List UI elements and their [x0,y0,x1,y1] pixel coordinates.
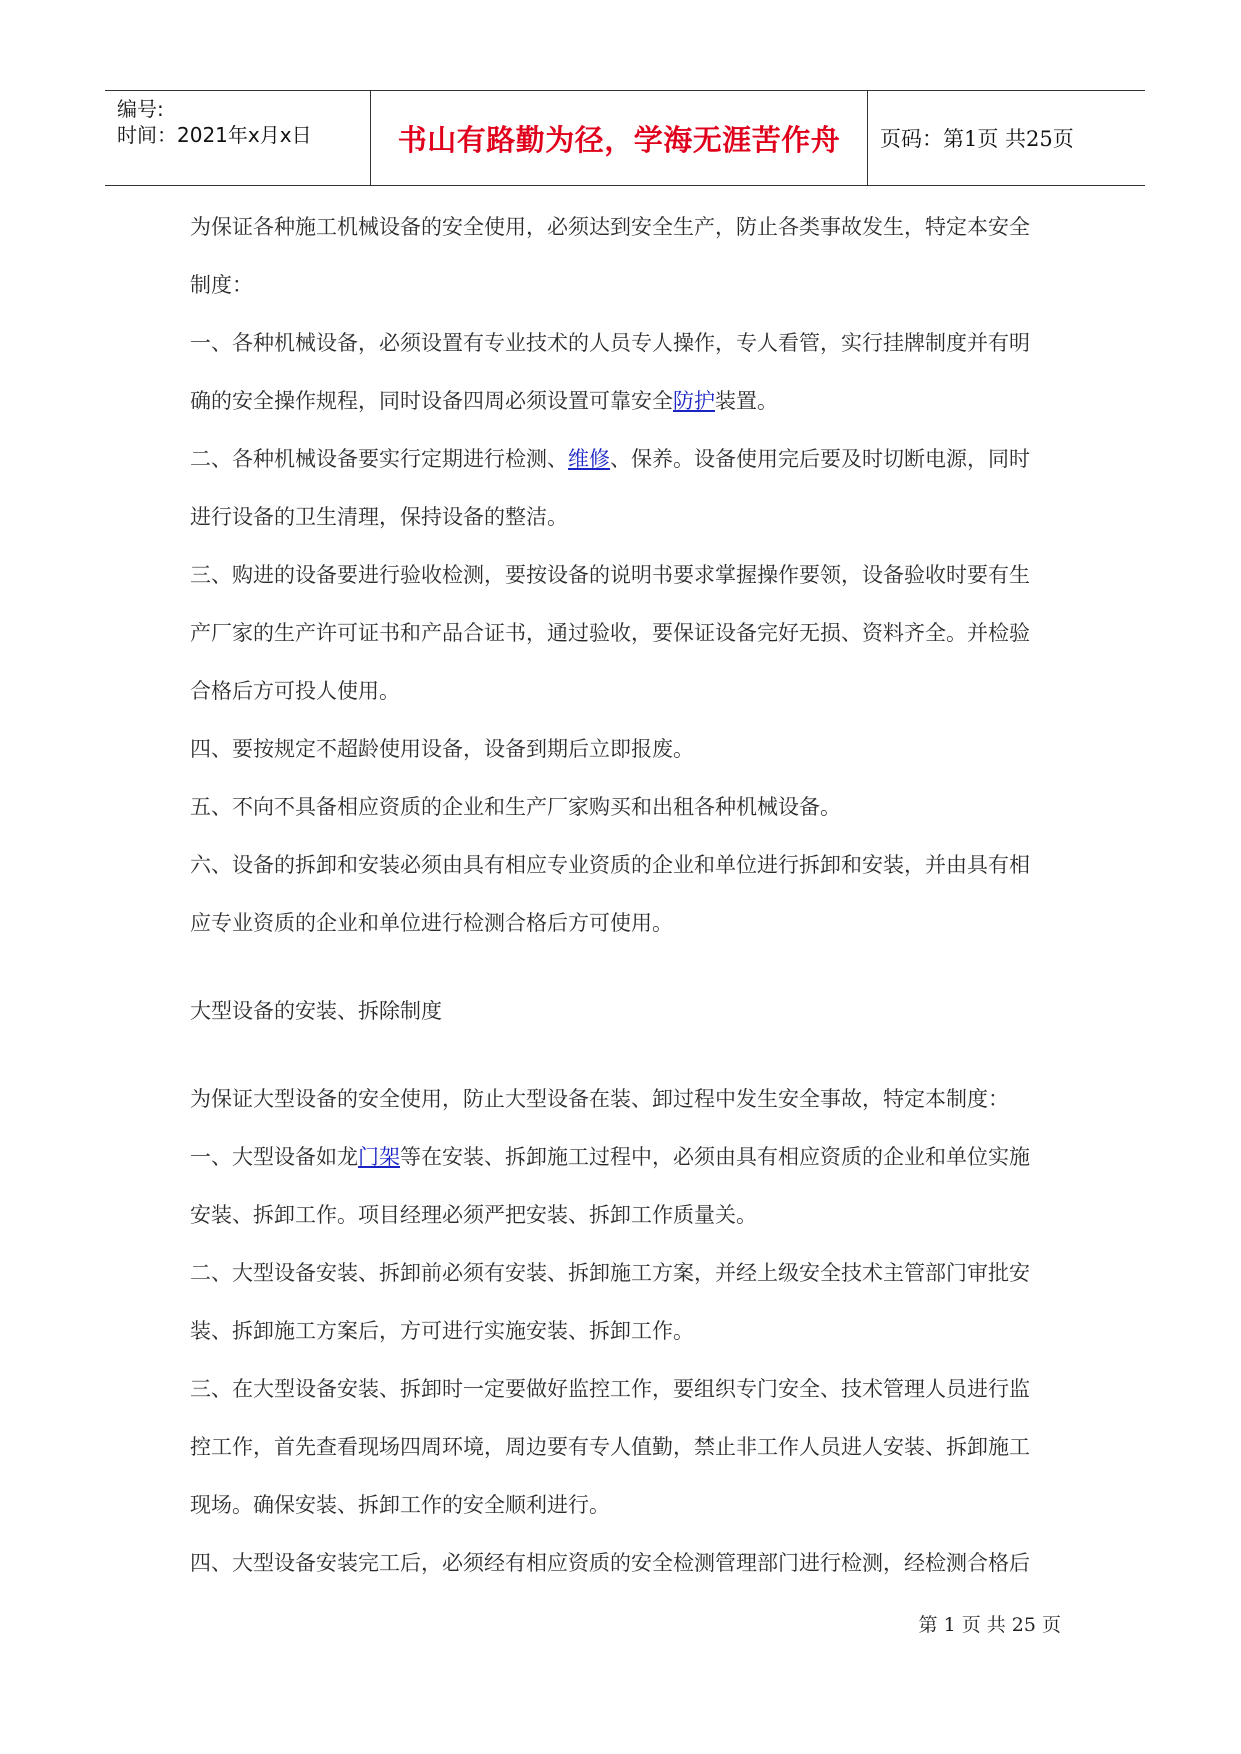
page-footer: 第 1 页 共 25 页 [918,1614,1061,1636]
header-page-info: 页码：第1页 共25页 [880,127,1074,151]
text-run: 、保养。设备使用完后要及时切断电源，同时 [610,447,1030,471]
paragraph-line: 控工作，首先查看现场四周环境，周边要有专人值勤，禁止非工作人员进人安装、拆卸施工 [190,1435,1030,1459]
section-title: 大型设备的安装、拆除制度 [190,999,442,1023]
maintenance-link[interactable]: 维修 [568,447,610,471]
paragraph-line: 合格后方可投人使用。 [190,679,400,703]
text-run: 一、大型设备如龙 [190,1145,358,1169]
paragraph-line [190,1143,1070,1171]
text-run: 装置。 [715,389,778,413]
paragraph-line: 四、大型设备安装完工后，必须经有相应资质的安全检测管理部门进行检测，经检测合格后 [190,1551,1030,1575]
paragraph-line: 六、设备的拆卸和安装必须由具有相应专业资质的企业和单位进行拆卸和安装，并由具有相 [190,853,1030,877]
paragraph-line: 现场。确保安装、拆卸工作的安全顺利进行。 [190,1493,610,1517]
paragraph-line [190,387,1070,415]
paragraph-line: 为保证各种施工机械设备的安全使用，必须达到安全生产，防止各类事故发生，特定本安全 [190,215,1030,239]
paragraph-line: 为保证大型设备的安全使用，防止大型设备在装、卸过程中发生安全事故，特定本制度： [190,1087,1009,1111]
protection-link[interactable]: 防护 [673,389,715,413]
paragraph-line: 制度： [190,273,253,297]
gantry-link[interactable]: 门架 [358,1145,400,1169]
paragraph-line: 产厂家的生产许可证书和产品合证书，通过验收，要保证设备完好无损、资料齐全。并检验 [190,621,1030,645]
header-motto: 书山有路勤为径，学海无涯苦作舟 [397,122,841,157]
paragraph-line: 一、各种机械设备，必须设置有专业技术的人员专人操作，专人看管，实行挂牌制度并有明 [190,331,1030,355]
document-time-label: 时间：2021年x月x日 [117,123,312,147]
document-header [105,90,1145,186]
text-run: 二、各种机械设备要实行定期进行检测、 [190,447,568,471]
document-body [190,213,1070,1607]
paragraph-line: 三、购进的设备要进行验收检测，要按设备的说明书要求掌握操作要领，设备验收时要有生 [190,563,1030,587]
paragraph-line: 二、大型设备安装、拆卸前必须有安装、拆卸施工方案，并经上级安全技术主管部门审批安 [190,1261,1030,1285]
paragraph-line: 应专业资质的企业和单位进行检测合格后方可使用。 [190,911,673,935]
header-left-cell [105,91,370,185]
paragraph-line: 装、拆卸施工方案后，方可进行实施安装、拆卸工作。 [190,1319,694,1343]
paragraph-line: 进行设备的卫生清理，保持设备的整洁。 [190,505,568,529]
header-page-cell [868,91,1145,185]
paragraph-line [190,445,1070,473]
document-number-label: 编号: [117,97,164,121]
text-run: 等在安装、拆卸施工过程中，必须由具有相应资质的企业和单位实施 [400,1145,1030,1169]
paragraph-line: 四、要按规定不超龄使用设备，设备到期后立即报废。 [190,737,694,761]
text-run: 确的安全操作规程，同时设备四周必须设置可靠安全 [190,389,673,413]
paragraph-line: 安装、拆卸工作。项目经理必须严把安装、拆卸工作质量关。 [190,1203,757,1227]
paragraph-line: 五、不向不具备相应资质的企业和生产厂家购买和出租各种机械设备。 [190,795,841,819]
paragraph-line: 三、在大型设备安装、拆卸时一定要做好监控工作，要组织专门安全、技术管理人员进行监 [190,1377,1030,1401]
header-motto-cell [370,91,868,185]
